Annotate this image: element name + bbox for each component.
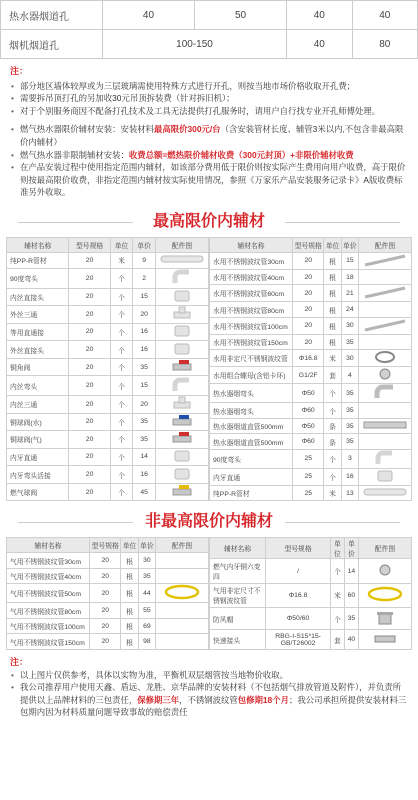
section-title-uncapped: 非最高限价内辅材 bbox=[0, 507, 418, 537]
cell-unit: 个 bbox=[110, 396, 133, 414]
cell-price: 44 bbox=[138, 584, 155, 603]
cell-unit: 个 bbox=[110, 466, 133, 484]
cell: 100-150 bbox=[103, 30, 287, 59]
cell-price: 15 bbox=[133, 376, 156, 396]
table-row bbox=[210, 317, 412, 334]
part-image bbox=[156, 584, 209, 603]
part-image bbox=[156, 634, 209, 650]
table-row bbox=[210, 630, 412, 650]
cell-spec: 20 bbox=[69, 466, 110, 484]
cell-name: 内丝直接头 bbox=[7, 288, 69, 306]
cell-name: 铜球阀(气) bbox=[7, 431, 69, 449]
cell-unit: 个 bbox=[324, 468, 341, 485]
cell-name: 内牙直通 bbox=[210, 468, 293, 485]
cell: 40 bbox=[287, 1, 352, 30]
part-image bbox=[359, 403, 412, 419]
cell-name: 纯PP-R管材 bbox=[7, 252, 69, 268]
part-image bbox=[156, 413, 209, 431]
part-image bbox=[156, 306, 209, 324]
cell-name: 快速接头 bbox=[210, 630, 266, 650]
part-image bbox=[156, 323, 209, 341]
col-header: 型号规格 bbox=[293, 237, 324, 252]
cell-name: 内丝弯头 bbox=[7, 376, 69, 396]
cell-name: 气用不锈钢波纹管80cm bbox=[7, 603, 90, 619]
cell-spec: 20 bbox=[293, 302, 324, 318]
cell-unit: 套 bbox=[324, 367, 341, 384]
cell-name: 水用非定尺不锈钢波纹管 bbox=[210, 350, 293, 367]
table-row bbox=[210, 449, 412, 468]
col-header: 型号规格 bbox=[90, 538, 121, 553]
cell-spec: Φ50 bbox=[293, 384, 324, 403]
hole-fee-table bbox=[0, 0, 418, 59]
table-row bbox=[7, 341, 209, 359]
col-header: 型号规格 bbox=[266, 538, 331, 559]
cell-spec: 20 bbox=[293, 269, 324, 285]
cell-price: 35 bbox=[341, 434, 358, 450]
cell-unit: 根 bbox=[324, 269, 341, 285]
cell-price: 30 bbox=[138, 553, 155, 569]
part-image bbox=[156, 341, 209, 359]
cell-unit: 个 bbox=[110, 358, 133, 376]
table-row bbox=[1, 1, 418, 30]
col-header: 单位 bbox=[324, 237, 341, 252]
cell-spec: 20 bbox=[69, 483, 110, 501]
note-item: • 需要拆吊顶打孔的另加收30元吊顶拆装费（针对拆旧机）； bbox=[10, 92, 408, 105]
col-header: 单价 bbox=[138, 538, 155, 553]
table-row bbox=[210, 559, 412, 583]
cell: 40 bbox=[103, 1, 195, 30]
table-row bbox=[210, 367, 412, 384]
cell-price: 98 bbox=[138, 634, 155, 650]
cell-unit: 根 bbox=[121, 634, 138, 650]
cell-unit: 条 bbox=[324, 418, 341, 434]
table-row bbox=[7, 483, 209, 501]
cell-spec: 25 bbox=[293, 449, 324, 468]
cell-price: 18 bbox=[341, 269, 358, 285]
cell-name: 90度弯头 bbox=[210, 449, 293, 468]
cell-unit: 个 bbox=[110, 431, 133, 449]
uncapped-table-right bbox=[209, 537, 412, 650]
cell-name: 气用非定尺寸不锈钢波纹管 bbox=[210, 583, 266, 607]
cell-unit: 个 bbox=[110, 341, 133, 359]
cell-name: 热水器烟弯头 bbox=[210, 403, 293, 419]
cell-spec: 20 bbox=[293, 317, 324, 334]
col-header: 单价 bbox=[341, 237, 358, 252]
col-header: 配件图 bbox=[156, 237, 209, 252]
part-image bbox=[156, 466, 209, 484]
cell-price: 45 bbox=[133, 483, 156, 501]
part-image bbox=[359, 630, 412, 650]
cell-name: 热水器烟道直管500mm bbox=[210, 418, 293, 434]
cell-price: 35 bbox=[341, 334, 358, 350]
uncapped-accessories bbox=[0, 537, 418, 650]
table-row bbox=[7, 466, 209, 484]
table-row bbox=[210, 434, 412, 450]
cell-name: 气用不锈钢波纹管50cm bbox=[7, 584, 90, 603]
cell-unit: 个 bbox=[324, 449, 341, 468]
cell-name: 气用不锈钢波纹管30cm bbox=[7, 553, 90, 569]
cell-spec: Φ16.8 bbox=[266, 583, 331, 607]
part-image bbox=[359, 468, 412, 485]
cell-spec: 20 bbox=[69, 323, 110, 341]
cell-price: 20 bbox=[133, 306, 156, 324]
table-row bbox=[7, 553, 209, 569]
col-header: 单位 bbox=[121, 538, 138, 553]
col-header: 辅材名称 bbox=[210, 538, 266, 559]
cell-unit: 米 bbox=[331, 583, 345, 607]
cell-name: 燃气球阀 bbox=[7, 483, 69, 501]
cell-spec: / bbox=[266, 559, 331, 583]
cell-price: 55 bbox=[138, 603, 155, 619]
uncapped-table-left bbox=[6, 537, 209, 650]
part-image bbox=[359, 350, 412, 367]
part-image bbox=[359, 252, 412, 269]
part-image bbox=[359, 302, 412, 318]
cell-spec: Φ50/60 bbox=[266, 608, 331, 630]
cell-spec: 20 bbox=[69, 448, 110, 466]
cell-spec: Φ60 bbox=[293, 434, 324, 450]
part-image bbox=[156, 288, 209, 306]
cell-spec: 25 bbox=[293, 468, 324, 485]
part-image bbox=[359, 559, 412, 583]
cell-price: 35 bbox=[133, 431, 156, 449]
cell-spec: 20 bbox=[69, 358, 110, 376]
cell-name: 等用直通接 bbox=[7, 323, 69, 341]
cell-price: 21 bbox=[341, 285, 358, 302]
table-row bbox=[7, 268, 209, 288]
cell-name: 水用不锈钢波纹管40cm bbox=[210, 269, 293, 285]
cell-name: 水用不锈钢波纹管150cm bbox=[210, 334, 293, 350]
cell-price: 20 bbox=[133, 396, 156, 414]
cell-unit: 米 bbox=[324, 485, 341, 501]
part-image bbox=[156, 268, 209, 288]
cell-unit: 根 bbox=[121, 553, 138, 569]
cell-price: 30 bbox=[341, 350, 358, 367]
cell-spec: 20 bbox=[293, 334, 324, 350]
cell-price: 15 bbox=[341, 252, 358, 269]
cell-unit: 个 bbox=[324, 384, 341, 403]
cell-price: 35 bbox=[341, 418, 358, 434]
cell-name: 热水器烟道直管500mm bbox=[210, 434, 293, 450]
part-image bbox=[156, 568, 209, 584]
cell-unit: 根 bbox=[121, 603, 138, 619]
cell-spec: Φ60 bbox=[293, 403, 324, 419]
cell-unit: 条 bbox=[324, 434, 341, 450]
table-row bbox=[7, 618, 209, 634]
cell-price: 35 bbox=[133, 413, 156, 431]
table-row bbox=[7, 396, 209, 414]
cell-spec: 20 bbox=[69, 288, 110, 306]
cell-name: 铜角阀 bbox=[7, 358, 69, 376]
cell-unit: 个 bbox=[331, 559, 345, 583]
part-image bbox=[156, 396, 209, 414]
cell: 80 bbox=[352, 30, 418, 59]
cell-unit: 个 bbox=[110, 268, 133, 288]
cell: 40 bbox=[352, 1, 418, 30]
cell-name: 水用组合螺母(含铝卡环) bbox=[210, 367, 293, 384]
cell-spec: 20 bbox=[90, 603, 121, 619]
cell-unit: 根 bbox=[121, 618, 138, 634]
cell-spec: 20 bbox=[293, 252, 324, 269]
cell-name: 内丝三通 bbox=[7, 396, 69, 414]
cell-unit: 根 bbox=[121, 584, 138, 603]
table-row bbox=[210, 269, 412, 285]
col-header: 配件图 bbox=[359, 538, 412, 559]
cell-price: 35 bbox=[341, 384, 358, 403]
part-image bbox=[359, 384, 412, 403]
part-image bbox=[156, 618, 209, 634]
cell-unit: 根 bbox=[324, 285, 341, 302]
part-image bbox=[156, 553, 209, 569]
col-header: 单价 bbox=[133, 237, 156, 252]
cell-unit: 个 bbox=[110, 448, 133, 466]
cell-price: 60 bbox=[344, 583, 358, 607]
cell-unit: 根 bbox=[121, 568, 138, 584]
cell-spec: 20 bbox=[69, 396, 110, 414]
cell-price: 30 bbox=[341, 317, 358, 334]
cell-spec: 20 bbox=[293, 285, 324, 302]
cell-unit: 套 bbox=[331, 630, 345, 650]
cell-name: 热水器烟弯头 bbox=[210, 384, 293, 403]
capped-accessories bbox=[0, 237, 418, 502]
cell-unit: 米 bbox=[324, 350, 341, 367]
table-row bbox=[210, 252, 412, 269]
cell-unit: 个 bbox=[110, 483, 133, 501]
cell-spec: RBG-I-S15*15-GB/T26002 bbox=[266, 630, 331, 650]
cell-spec: 20 bbox=[69, 341, 110, 359]
cell-spec: 20 bbox=[69, 413, 110, 431]
note-item: • 燃气热水器限价辅材安装：安装材料最高限价300元/台（含安装管材长度、辅管3米以内,不包含非最高限价内辅材） bbox=[10, 123, 408, 148]
part-image bbox=[156, 448, 209, 466]
notes-header: 注： bbox=[10, 66, 29, 76]
cell-price: 2 bbox=[133, 268, 156, 288]
col-header: 单位 bbox=[331, 538, 345, 559]
cell-price: 16 bbox=[341, 468, 358, 485]
table-row bbox=[7, 252, 209, 268]
part-image bbox=[359, 485, 412, 501]
table-row bbox=[210, 350, 412, 367]
cell-unit: 个 bbox=[110, 323, 133, 341]
table-row bbox=[7, 603, 209, 619]
table-row bbox=[210, 418, 412, 434]
table-row bbox=[7, 288, 209, 306]
cell-unit: 根 bbox=[324, 334, 341, 350]
table-row bbox=[210, 302, 412, 318]
cell-price: 9 bbox=[133, 252, 156, 268]
part-image bbox=[359, 317, 412, 334]
cell-name: 内牙弯头活接 bbox=[7, 466, 69, 484]
notes bbox=[0, 65, 418, 199]
part-image bbox=[359, 434, 412, 450]
cell-unit: 根 bbox=[324, 302, 341, 318]
footer-item: • 以上图片仅供参考，具体以实物为准，平衡机双层烟管按当地物价收取。 bbox=[10, 669, 408, 682]
cell-name: 90度弯头 bbox=[7, 268, 69, 288]
col-header: 辅材名称 bbox=[210, 237, 293, 252]
cell-name: 外丝三通 bbox=[7, 306, 69, 324]
cell-price: 16 bbox=[133, 323, 156, 341]
table-row bbox=[7, 431, 209, 449]
part-image bbox=[156, 252, 209, 268]
cell-unit: 个 bbox=[110, 413, 133, 431]
cell-spec: 20 bbox=[69, 252, 110, 268]
cell-unit: 米 bbox=[110, 252, 133, 268]
table-row bbox=[7, 413, 209, 431]
row-label: 热水器烟道孔 bbox=[1, 1, 103, 30]
cell-spec: 20 bbox=[90, 618, 121, 634]
part-image bbox=[359, 608, 412, 630]
cell-unit: 个 bbox=[110, 288, 133, 306]
table-row bbox=[210, 608, 412, 630]
footer-header: 注： bbox=[10, 656, 29, 667]
row-label: 烟机烟道孔 bbox=[1, 30, 103, 59]
note-item: • 对于个别服务商因不配备打孔技术及工具无法提供打孔服务时，请用户自行找专业开孔师傅处理。 bbox=[10, 105, 408, 118]
cell-spec: Φ16.8 bbox=[293, 350, 324, 367]
table-row bbox=[210, 285, 412, 302]
cell-name: 燃气内牙铜六变四 bbox=[210, 559, 266, 583]
col-header: 单位 bbox=[110, 237, 133, 252]
col-header: 配件图 bbox=[156, 538, 209, 553]
cell-spec: 20 bbox=[90, 553, 121, 569]
col-header: 辅材名称 bbox=[7, 538, 90, 553]
cell-price: 13 bbox=[341, 485, 358, 501]
cell-price: 35 bbox=[344, 608, 358, 630]
note-item: • 在产品安装过程中使用指定范围内辅材，如该部分费用低于限价则按实际产生费用向用户收费，高于限价则按最高限价收费，非指定范围内辅材按实际使用情况，参照《万家乐产品安装服务记录卡》A版收费标准另外收取。 bbox=[10, 161, 408, 199]
table-row bbox=[210, 334, 412, 350]
table-row bbox=[210, 384, 412, 403]
cell-name: 内牙直通 bbox=[7, 448, 69, 466]
part-image bbox=[156, 431, 209, 449]
cell-price: 15 bbox=[133, 288, 156, 306]
cell-unit: 个 bbox=[110, 376, 133, 396]
table-row bbox=[210, 583, 412, 607]
cell-name: 气用不锈钢波纹管100cm bbox=[7, 618, 90, 634]
note-item: • 部分地区墙体较厚或为三层玻璃需使用特殊方式进行开孔，则按当地市场价格收取开孔费； bbox=[10, 80, 408, 93]
cell-price: 4 bbox=[341, 367, 358, 384]
footer-notes bbox=[0, 656, 418, 719]
col-header: 配件图 bbox=[359, 237, 412, 252]
part-image bbox=[156, 376, 209, 396]
cell-unit: 个 bbox=[324, 403, 341, 419]
cell-spec: 20 bbox=[69, 268, 110, 288]
cell-price: 14 bbox=[133, 448, 156, 466]
col-header: 单价 bbox=[344, 538, 358, 559]
table-row bbox=[7, 358, 209, 376]
part-image bbox=[156, 483, 209, 501]
table-row bbox=[7, 584, 209, 603]
footer-item: • 我公司推荐用户使用天鑫、盾远、龙胜、京华品牌的安装材料（不包括烟气排放管道及附件），并负责所提供以上品牌材料的三包责任，保修期三年，不锈钢波纹管包修期18个月；我公司承担所提供安装材料三包期内因为材料质量问题导致事故的赔偿责任 bbox=[10, 681, 408, 719]
cell-spec: 20 bbox=[90, 584, 121, 603]
cell-spec: G1/2F bbox=[293, 367, 324, 384]
table-row bbox=[7, 323, 209, 341]
cell-price: 35 bbox=[133, 358, 156, 376]
part-image bbox=[156, 603, 209, 619]
cell-name: 气用不锈钢波纹管150cm bbox=[7, 634, 90, 650]
cell: 40 bbox=[287, 30, 352, 59]
cell-unit: 根 bbox=[324, 252, 341, 269]
col-header: 型号规格 bbox=[69, 237, 110, 252]
cell-name: 气用不锈钢波纹管40cm bbox=[7, 568, 90, 584]
cell-price: 35 bbox=[138, 568, 155, 584]
table-row bbox=[1, 30, 418, 59]
cell-spec: 20 bbox=[90, 568, 121, 584]
cell-spec: 20 bbox=[69, 376, 110, 396]
section-title-capped: 最高限价内辅材 bbox=[0, 207, 418, 237]
cell-spec: 20 bbox=[90, 634, 121, 650]
part-image bbox=[359, 285, 412, 302]
capped-table-right bbox=[209, 237, 412, 502]
table-row bbox=[7, 376, 209, 396]
table-row bbox=[210, 403, 412, 419]
part-image bbox=[359, 367, 412, 384]
cell-unit: 个 bbox=[331, 608, 345, 630]
cell-name: 水用不锈钢波纹管60cm bbox=[210, 285, 293, 302]
cell-name: 纯PP-R管材 bbox=[210, 485, 293, 501]
cell-name: 外丝直接头 bbox=[7, 341, 69, 359]
part-image bbox=[359, 334, 412, 350]
capped-table-left bbox=[6, 237, 209, 502]
cell-price: 16 bbox=[133, 466, 156, 484]
cell-price: 35 bbox=[341, 403, 358, 419]
part-image bbox=[359, 449, 412, 468]
col-header: 辅材名称 bbox=[7, 237, 69, 252]
part-image bbox=[156, 358, 209, 376]
cell-spec: 20 bbox=[69, 306, 110, 324]
part-image bbox=[359, 583, 412, 607]
part-image bbox=[359, 418, 412, 434]
cell-unit: 个 bbox=[110, 306, 133, 324]
cell-price: 3 bbox=[341, 449, 358, 468]
table-row bbox=[7, 306, 209, 324]
cell-price: 40 bbox=[344, 630, 358, 650]
cell-name: 防风帽 bbox=[210, 608, 266, 630]
cell: 50 bbox=[194, 1, 286, 30]
table-row bbox=[210, 485, 412, 501]
table-row bbox=[7, 634, 209, 650]
cell-spec: Φ50 bbox=[293, 418, 324, 434]
cell-spec: 25 bbox=[293, 485, 324, 501]
cell-name: 水用不锈钢波纹管100cm bbox=[210, 317, 293, 334]
cell-price: 24 bbox=[341, 302, 358, 318]
cell-price: 16 bbox=[133, 341, 156, 359]
part-image bbox=[359, 269, 412, 285]
cell-price: 69 bbox=[138, 618, 155, 634]
cell-price: 14 bbox=[344, 559, 358, 583]
cell-name: 水用不锈钢波纹管30cm bbox=[210, 252, 293, 269]
cell-unit: 根 bbox=[324, 317, 341, 334]
cell-name: 水用不锈钢波纹管80cm bbox=[210, 302, 293, 318]
table-row bbox=[7, 448, 209, 466]
table-row bbox=[7, 568, 209, 584]
cell-spec: 20 bbox=[69, 431, 110, 449]
table-row bbox=[210, 468, 412, 485]
note-item: • 燃气热水器非限制辅材安装：收费总额=燃热限价辅材收费（300元封顶）+非限价辅材收费 bbox=[10, 149, 408, 162]
cell-name: 铜球阀(水) bbox=[7, 413, 69, 431]
